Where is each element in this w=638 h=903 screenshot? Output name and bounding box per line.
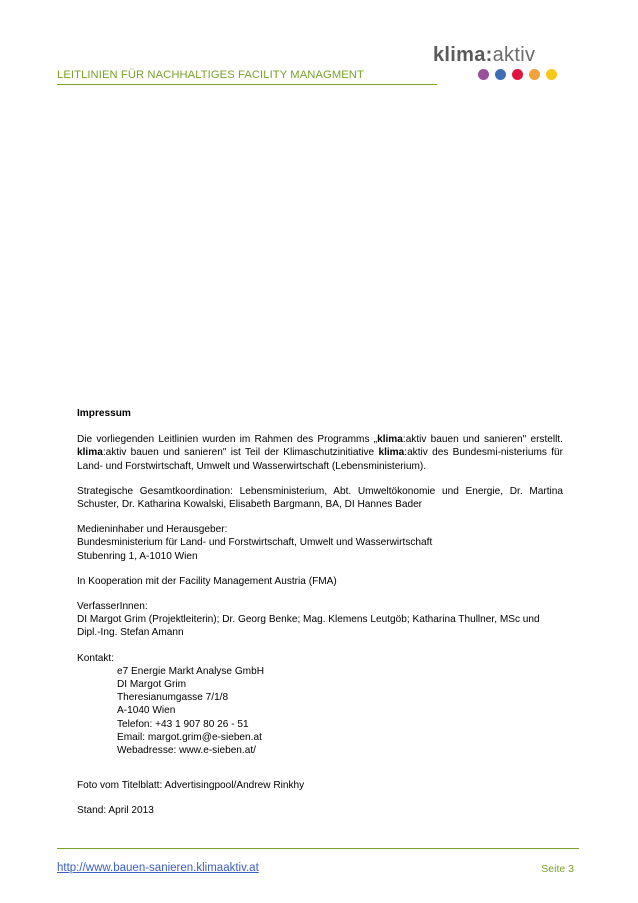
logo-dot-yellow [546, 69, 557, 80]
owner-line: Bundesministerium für Land- und Forstwirtschaft, Umwelt und Wasserwirtschaft [77, 537, 433, 549]
authors-text: DI Margot Grim (Projektleiterin); Dr. Georg Benke; Mag. Klemens Leutgöb; Katharina Thullner, MSc und Dipl.-Ing. Stefan Amann [77, 614, 540, 639]
logo-wordmark: klima:aktiv [433, 44, 536, 66]
page-number: Seite 3 [541, 863, 574, 875]
authors-label: VerfasserInnen: [77, 601, 148, 613]
footer-website-link[interactable]: http://www.bauen-sanieren.klimaaktiv.at [57, 862, 259, 874]
contact-line: e7 Energie Markt Analyse GmbH [117, 665, 264, 677]
footer-divider [57, 848, 579, 849]
logo-dot-red [512, 69, 523, 80]
owner-block [77, 523, 563, 563]
coordination-paragraph: Strategische Gesamtkoordination: Lebensministerium, Abt. Umweltökonomie und Energie, Dr. Martina Schuster, Dr. Katharina Kowalski, Elisabeth Bargmann, BA, DI Hannes Bader [77, 485, 563, 511]
contact-line: DI Margot Grim [117, 679, 186, 691]
header-title: LEITLINIEN FÜR NACHHALTIGES FACILITY MANAGMENT [57, 69, 364, 81]
contact-line: A-1040 Wien [117, 705, 176, 717]
logo-dot-blue [495, 69, 506, 80]
logo-dots [478, 69, 563, 81]
contact-label: Kontakt: [77, 652, 115, 664]
photo-credit: Foto vom Titelblatt: Advertisingpool/Andrew Rinkhy [77, 780, 305, 792]
contact-phone: Telefon: +43 1 907 80 26 - 51 [117, 718, 249, 730]
cooperation-paragraph: In Kooperation mit der Facility Management Austria (FMA) [77, 575, 337, 587]
stand-date: Stand: April 2013 [77, 805, 154, 817]
owner-label: Medieninhaber und Herausgeber: [77, 524, 228, 536]
klimaaktiv-logo [433, 44, 573, 84]
header-divider [57, 84, 437, 85]
owner-address: Stubenring 1, A-1010 Wien [77, 550, 198, 562]
impressum-heading: Impressum [77, 408, 131, 419]
contact-line: Theresianumgasse 7/1/8 [117, 692, 229, 704]
logo-dot-orange [529, 69, 540, 80]
impressum-section [77, 407, 563, 830]
contact-block [77, 652, 563, 758]
logo-dot-purple [478, 69, 489, 80]
intro-paragraph: Die vorliegenden Leitlinien wurden im Rahmen des Programms „klima:aktiv bauen und sanieren" erstellt. klima:aktiv bauen und sanieren" ist Teil der Klimaschutzinitiative klima:aktiv des Bundesmi-nisteriums für Land- und Forstwirtschaft, Umwelt und Wasserwirtschaft (Lebensministerium). [77, 434, 563, 472]
contact-website: Webadresse: www.e-sieben.at/ [117, 745, 256, 757]
authors-block [77, 600, 563, 640]
contact-email: Email: margot.grim@e-sieben.at [117, 731, 262, 743]
